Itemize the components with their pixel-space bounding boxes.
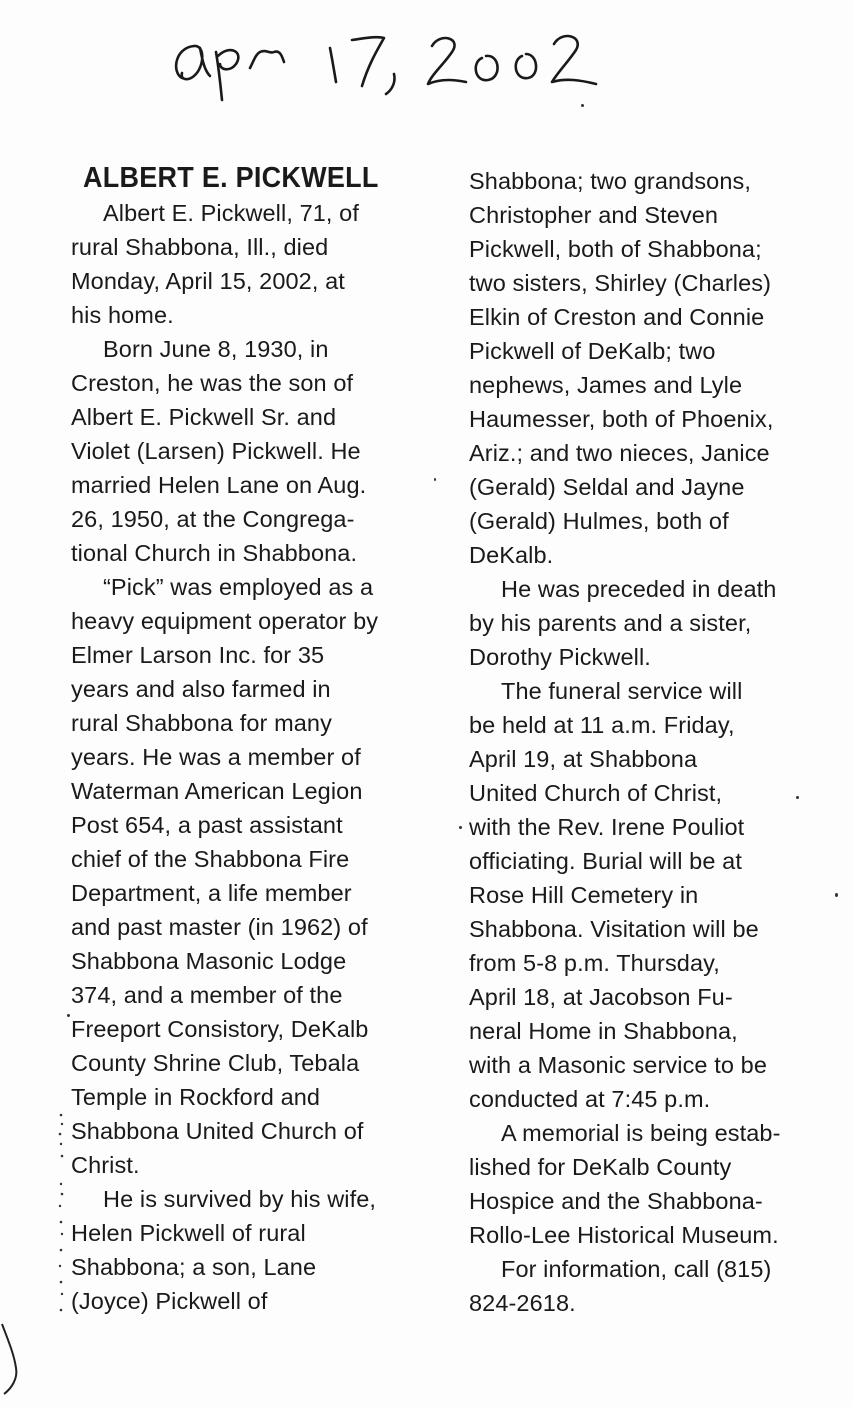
text-line: rural Shabbona for many <box>71 710 332 736</box>
scan-speck <box>581 104 584 107</box>
scan-speck <box>67 1014 70 1017</box>
corner-pen-mark <box>0 1320 30 1400</box>
text-line: Christ. <box>71 1152 140 1178</box>
text-line: Elkin of Creston and Connie <box>469 304 765 330</box>
text-line: 374, and a member of the <box>71 982 343 1008</box>
text-line: rural Shabbona, Ill., died <box>71 234 329 260</box>
text-line: Freeport Consistory, DeKalb <box>71 1016 369 1042</box>
text-line: Shabbona Masonic Lodge <box>71 948 347 974</box>
text-line: 26, 1950, at the Congrega- <box>71 506 355 532</box>
text-line: Shabbona United Church of <box>71 1118 364 1144</box>
text-line: by his parents and a sister, <box>469 610 752 636</box>
text-line: April 19, at Shabbona <box>469 746 698 772</box>
text-line: Department, a life member <box>71 880 352 906</box>
text-line: chief of the Shabbona Fire <box>71 846 350 872</box>
text-line: Christopher and Steven <box>469 202 719 228</box>
text-line: Albert E. Pickwell, 71, of <box>103 200 359 226</box>
text-line: DeKalb. <box>469 542 554 568</box>
text-line: married Helen Lane on Aug. <box>71 472 367 498</box>
text-line: and past master (in 1962) of <box>71 914 368 940</box>
text-line: with the Rev. Irene Pouliot <box>469 814 745 840</box>
text-line: For information, call (815) <box>501 1256 772 1282</box>
text-line: Creston, he was the son of <box>71 370 354 396</box>
text-line: Albert E. Pickwell Sr. and <box>71 404 337 430</box>
text-line: He is survived by his wife, <box>103 1186 377 1212</box>
text-line: Born June 8, 1930, in <box>103 336 329 362</box>
text-line: Shabbona; two grandsons, <box>469 168 751 194</box>
handwritten-date-drawing <box>170 18 630 108</box>
text-line: Helen Pickwell of rural <box>71 1220 306 1246</box>
text-line: Pickwell of DeKalb; two <box>469 338 716 364</box>
obituary-headline: ALBERT E. PICKWELL <box>83 162 379 194</box>
text-line: He was preceded in death <box>501 576 777 602</box>
text-line: “Pick” was employed as a <box>103 574 374 600</box>
text-line: lished for DeKalb County <box>469 1154 732 1180</box>
text-line: Ariz.; and two nieces, Janice <box>469 440 770 466</box>
text-line: Shabbona; a son, Lane <box>71 1254 317 1280</box>
text-line: (Joyce) Pickwell of <box>71 1288 268 1314</box>
text-line: heavy equipment operator by <box>71 608 379 634</box>
text-line: A memorial is being estab- <box>501 1120 781 1146</box>
text-line: conducted at 7:45 p.m. <box>469 1086 711 1112</box>
right-column <box>469 164 841 1320</box>
text-line: Hospice and the Shabbona- <box>469 1188 763 1214</box>
text-line: (Gerald) Hulmes, both of <box>469 508 729 534</box>
handwritten-date <box>170 18 630 108</box>
text-line: Monday, April 15, 2002, at <box>71 268 345 294</box>
text-line: United Church of Christ, <box>469 780 723 806</box>
text-line: from 5-8 p.m. Thursday, <box>469 950 720 976</box>
text-line: Rose Hill Cemetery in <box>469 882 699 908</box>
text-line: April 18, at Jacobson Fu- <box>469 984 733 1010</box>
scan-speck <box>459 826 462 829</box>
text-line: Post 654, a past assistant <box>71 812 343 838</box>
text-line: officiating. Burial will be at <box>469 848 742 874</box>
text-line: Shabbona. Visitation will be <box>469 916 759 942</box>
text-line: years and also farmed in <box>71 676 331 702</box>
text-line: Waterman American Legion <box>71 778 363 804</box>
text-line: Temple in Rockford and <box>71 1084 321 1110</box>
text-line: with a Masonic service to be <box>469 1052 767 1078</box>
text-line: his home. <box>71 302 174 328</box>
text-line: be held at 11 a.m. Friday, <box>469 712 735 738</box>
text-line: years. He was a member of <box>71 744 361 770</box>
text-line: The funeral service will <box>501 678 743 704</box>
text-line: Dorothy Pickwell. <box>469 644 651 670</box>
left-column-text <box>71 196 443 1318</box>
text-line: Rollo-Lee Historical Museum. <box>469 1222 779 1248</box>
text-line: neral Home in Shabbona, <box>469 1018 738 1044</box>
text-line: County Shrine Club, Tebala <box>71 1050 360 1076</box>
text-line: nephews, James and Lyle <box>469 372 743 398</box>
left-column <box>71 160 443 1318</box>
text-line: Pickwell, both of Shabbona; <box>469 236 762 262</box>
text-line: Elmer Larson Inc. for 35 <box>71 642 325 668</box>
margin-dotted-edge <box>56 1110 66 1330</box>
text-line: Haumesser, both of Phoenix, <box>469 406 774 432</box>
text-line: 824-2618. <box>469 1290 576 1316</box>
text-line: (Gerald) Seldal and Jayne <box>469 474 745 500</box>
text-line: tional Church in Shabbona. <box>71 540 358 566</box>
text-line: Violet (Larsen) Pickwell. He <box>71 438 361 464</box>
right-column-text <box>469 164 841 1320</box>
text-line: two sisters, Shirley (Charles) <box>469 270 772 296</box>
